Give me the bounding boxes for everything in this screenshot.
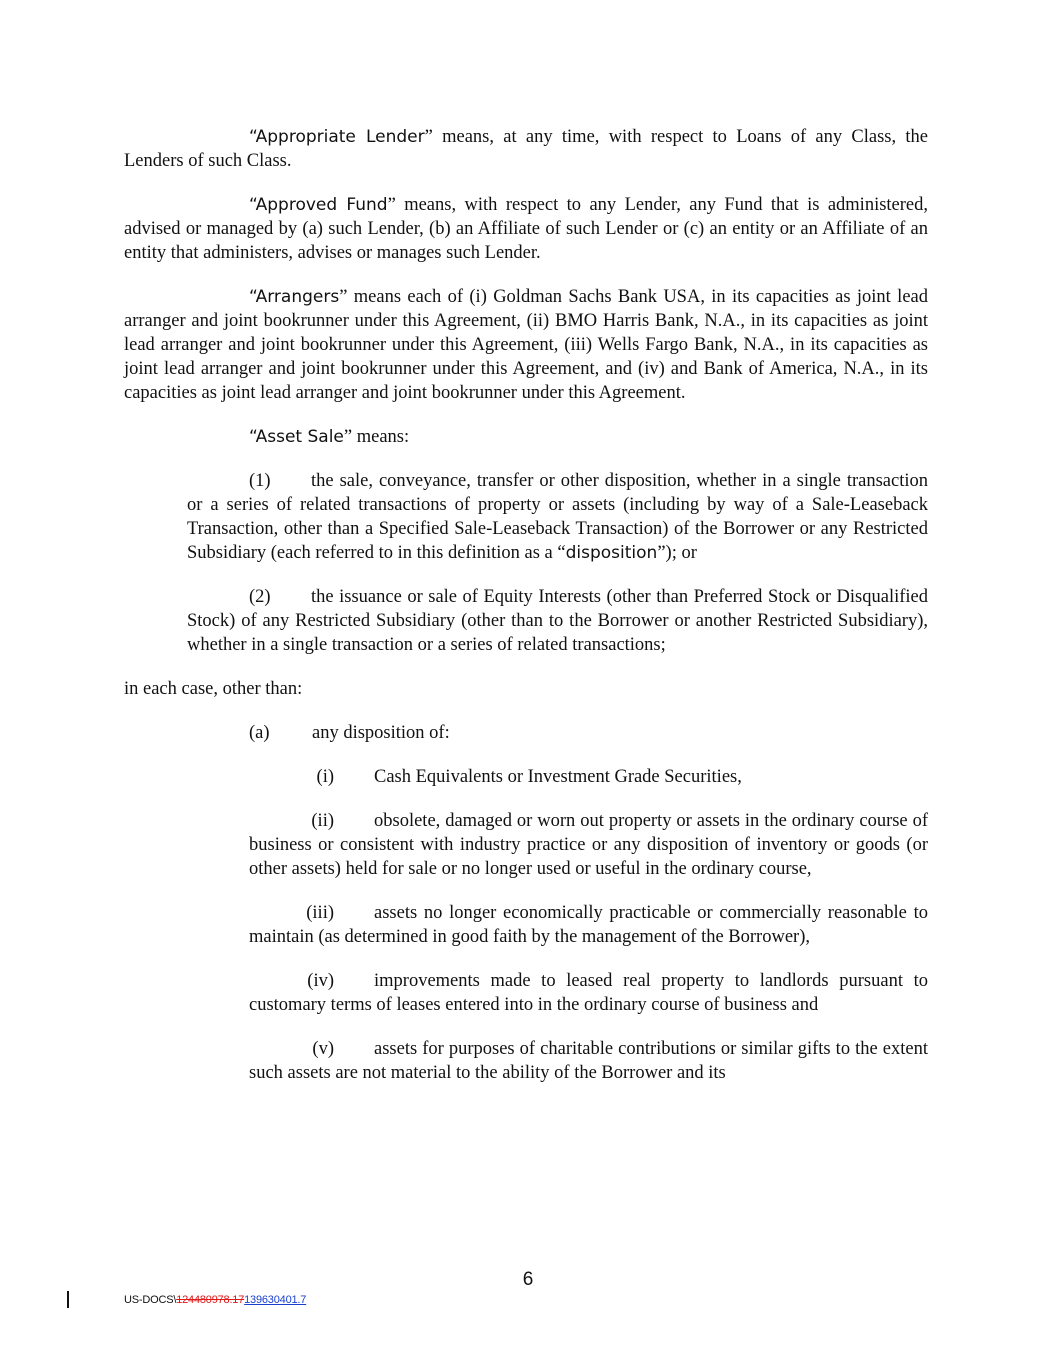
definition-text: ” means, at any time, with respect to Loans of any Class, the Lenders of such Class. (124, 127, 928, 171)
definition-text: ” means, with respect to any Lender, any Fund that is administered, advised or managed by (a) such Lender, (b) an Affiliate of such Lender or (c) an entity or an Affiliate of an entity that administers, advises or manages such Lender. (124, 195, 929, 263)
change-bar (67, 1291, 69, 1308)
clause-text-end: ”); or (657, 543, 697, 563)
subclause-text: obsolete, damaged or worn out property or assets in the ordinary course of business or consistent with industry practice or any disposition of inventory or goods (or other assets) held for sale or no longer used or useful in the ordinary course, (249, 811, 928, 879)
defined-term: “Approved Fund (249, 195, 388, 215)
subclause-v (249, 1037, 928, 1085)
definition-approved-fund (124, 193, 928, 265)
clause-number: (a) (249, 723, 270, 743)
definition-appropriate-lender (124, 125, 928, 173)
subclause-number: (i) (316, 767, 334, 787)
in-each-case-text: in each case, other than: (124, 679, 303, 699)
subclause-text: assets for purposes of charitable contributions or similar gifts to the extent such assets are not material to the ability of the Borrower and its (249, 1039, 928, 1083)
subclause-number-wrap (249, 969, 374, 993)
subclause-ii (249, 809, 928, 881)
subclause-iv (249, 969, 928, 1017)
defined-term: “Asset Sale (249, 427, 344, 447)
document-body (124, 125, 928, 1105)
clause-a (249, 721, 928, 745)
clause-text: any disposition of: (312, 723, 450, 743)
definition-asset-sale (124, 425, 928, 449)
footer-inserted-ref: 139630401.7 (244, 1294, 307, 1306)
subclause-text: Cash Equivalents or Investment Grade Securities, (374, 767, 742, 787)
defined-term: “Appropriate Lender (249, 127, 425, 147)
subclause-number-wrap (249, 1037, 374, 1061)
defined-term: disposition (565, 543, 658, 563)
subclause-number-wrap (249, 809, 374, 833)
page-number: 6 (522, 1269, 534, 1290)
definition-text: ” means: (343, 427, 410, 447)
subclause-i (249, 765, 928, 789)
subclause-iii (249, 901, 928, 949)
subclause-text: assets no longer economically practicable or commercially reasonable to maintain (as determined in good faith by the management of the Borrower), (249, 903, 928, 947)
subclause-text: improvements made to leased real property to landlords pursuant to customary terms of leases entered into in the ordinary course of business and (249, 971, 928, 1015)
footer-prefix: US-DOCS\ (124, 1294, 177, 1306)
clause-number: (2) (249, 587, 271, 607)
subclause-number: (iv) (307, 971, 334, 991)
clause-2 (187, 585, 928, 657)
subclause-number: (iii) (306, 903, 334, 923)
subclause-number-wrap (249, 765, 374, 789)
clause-text: the issuance or sale of Equity Interests (other than Preferred Stock or Disqualified Stock) of any Restricted Subsidiary (other than to the Borrower or another Restricted Subsidiary), whether in a single transaction or a series of related transactions; (187, 587, 928, 655)
clause-text: the sale, conveyance, transfer or other disposition, whether in a single transaction or a series of related transactions of property or assets (including by way of a Sale-Leaseback Transaction, other than a Specified Sale-Leaseback Transaction) of the Borrower or any Restricted Subsidiary (each referred to in this definition as a “ (187, 471, 928, 563)
subclause-number-wrap (249, 901, 374, 925)
document-footer (124, 1294, 306, 1306)
definition-text: ” means each of (i) Goldman Sachs Bank USA, in its capacities as joint lead arranger and joint bookrunner under this Agreement, (ii) BMO Harris Bank, N.A., in its capacities as joint lead arranger and joint bookrunner under this Agreement, (iii) Wells Fargo Bank, N.A., in its capacities as joint lead arranger and joint bookrunner under this Agreement, and (iv) and Bank of America, N.A., in its capacities as joint lead arranger and joint bookrunner under this Agreement. (124, 287, 928, 403)
definition-arrangers (124, 285, 928, 405)
subclause-number: (v) (312, 1039, 334, 1059)
footer-deleted-ref: 124480978.17 (176, 1294, 245, 1306)
clause-1 (187, 469, 928, 565)
defined-term: “Arrangers (249, 287, 340, 307)
subclause-number: (ii) (311, 811, 334, 831)
clause-number: (1) (249, 471, 271, 491)
